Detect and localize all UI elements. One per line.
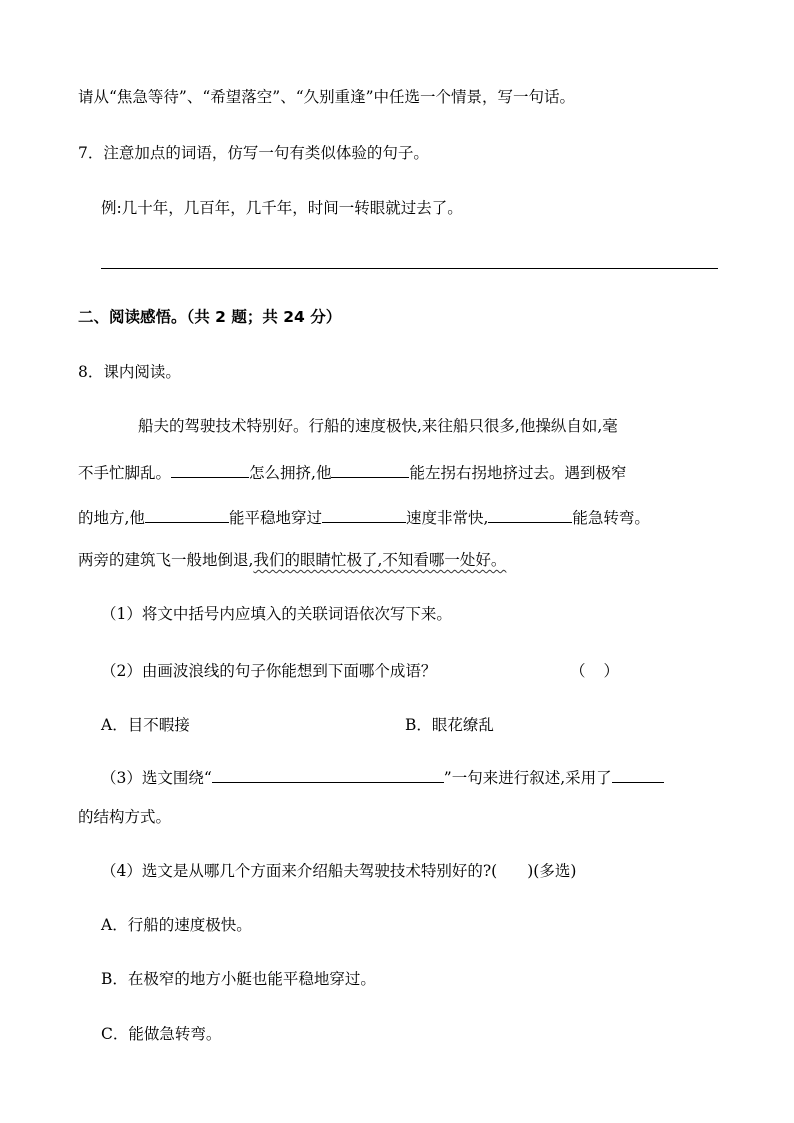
q7-number: 7． [78,144,104,162]
sub-question-1: （1）将文中括号内应填入的关联词语依次写下来。 [101,605,452,623]
q7-answer-line[interactable] [101,268,718,269]
sub-question-3-cont: 的结构方式。 [78,808,172,826]
passage-text: 能左拐右拐地挤过去。遇到极窄 [409,464,627,482]
sub-question-2 [101,660,436,682]
passage-text: 不手忙脚乱。 [78,464,172,482]
wavy-underlined-sentence: 我们的眼睛忙极了,不知看哪一处好。 [253,551,507,569]
option-b[interactable] [405,714,494,736]
sub-question-2-text: （2）由画波浪线的句子你能想到下面哪个成语？ [101,662,437,680]
option-text: 目不暇接 [127,716,190,734]
passage-line-4 [78,549,506,571]
sub-question-3 [101,765,664,789]
option-text: 能做急转弯。 [128,1025,222,1043]
answer-blank[interactable] [145,505,229,523]
option-label: A． [101,916,128,934]
passage-text: 的地方,他 [78,509,145,527]
q7-instruction: 注意加点的词语，仿写一句有类似体验的句子。 [103,144,429,162]
passage-text: 速度非常快, [405,509,489,527]
q7-question [78,142,429,164]
q8-title-text: 课内阅读。 [103,363,181,381]
option-label: A． [101,716,128,734]
paren-close: ） [603,662,620,680]
option-text: 眼花缭乱 [431,716,494,734]
sub-question-3-text: （3）选文围绕“ [101,769,212,787]
answer-blank[interactable] [612,765,664,783]
sub-question-4 [101,860,576,882]
passage-text: 能急转弯。 [572,509,650,527]
option-text: 在极窄的地方小艇也能平稳地穿过。 [127,970,376,988]
passage-text: 能平稳地穿过 [228,509,322,527]
answer-blank[interactable] [171,460,249,478]
q6-prompt: 请从“焦急等待”、“希望落空”、“久别重逢”中任选一个情景，写一句话。 [78,88,576,106]
option-a[interactable] [101,914,252,936]
option-label: B． [405,716,432,734]
q7-example: 例:几十年，几百年，几千年，时间一转眼就过去了。 [101,199,463,217]
sub-question-3-text: ”一句来进行叙述,采用了 [443,769,612,787]
passage-text: 怎么拥挤,他 [249,464,332,482]
section-heading: 二、阅读感悟。（共 2 题；共 24 分） [78,308,342,326]
sub-question-4-text: （4）选文是从哪几个方面来介绍船夫驾驶技术特别好的?( [101,862,498,880]
answer-blank[interactable] [322,505,406,523]
option-c[interactable] [101,1023,221,1045]
passage-line-1: 船夫的驾驶技术特别好。行船的速度极快,来往船只很多,他操纵自如,毫 [138,417,618,435]
q8-number: 8． [78,363,104,381]
option-text: 行船的速度极快。 [127,916,252,934]
q8-title [78,361,181,383]
answer-blank[interactable] [488,505,572,523]
option-label: B． [101,970,128,988]
answer-blank[interactable] [331,460,409,478]
sub-question-4-close: )(多选) [527,862,577,880]
option-b[interactable] [101,968,376,990]
option-a[interactable] [101,714,190,736]
passage-line-2 [78,460,626,484]
passage-line-3 [78,505,650,529]
answer-blank[interactable] [212,765,444,783]
answer-parentheses[interactable] [570,660,619,682]
passage-text: 两旁的建筑飞一般地倒退, [78,551,254,569]
paren-open: （ [570,662,586,680]
option-label: C． [101,1025,129,1043]
